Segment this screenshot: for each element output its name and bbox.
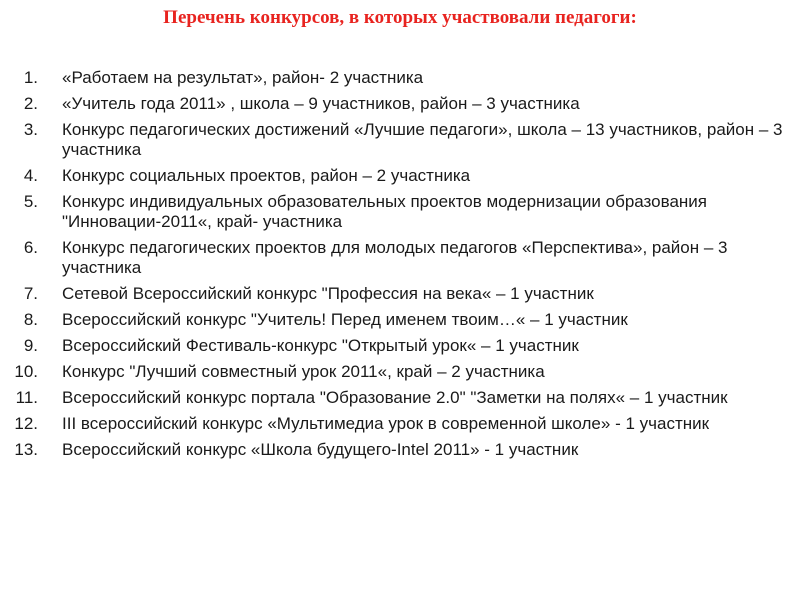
list-item <box>0 166 800 186</box>
list-item-text: Сетевой Всероссийский конкурс "Профессия на века« – 1 участник <box>62 284 594 303</box>
list-item-text: Конкурс индивидуальных образовательных проектов модернизации образования "Инновации-2011«, край- участника <box>62 192 707 231</box>
list-item <box>0 120 800 160</box>
list-item-number: 11. <box>15 388 38 407</box>
list-item <box>0 440 800 460</box>
list-item-text: Всероссийский конкурс портала "Образование 2.0" "Заметки на полях« – 1 участник <box>62 388 728 407</box>
list-item-number: 6. <box>23 238 38 257</box>
list-item-number: 8. <box>23 310 38 329</box>
list-item-text: Конкурс "Лучший совместный урок 2011«, край – 2 участника <box>62 362 545 381</box>
list-item-number: 5. <box>23 192 38 211</box>
list-item-text: Всероссийский Фестиваль-конкурс "Открытый урок« – 1 участник <box>62 336 579 355</box>
list-item-text: Всероссийский конкурс «Школа будущего-Intel 2011» - 1 участник <box>62 440 579 459</box>
list-item <box>0 238 800 278</box>
list-item-number: 7. <box>23 284 38 303</box>
list-item <box>0 192 800 232</box>
page-title: Перечень конкурсов, в которых участвовали педагоги: <box>163 7 637 28</box>
list-item-text: «Учитель года 2011» , школа – 9 участников, район – 3 участника <box>62 94 580 113</box>
list-item-number: 1. <box>23 68 38 87</box>
list-item <box>0 68 800 88</box>
list-item <box>0 362 800 382</box>
list-item <box>0 336 800 356</box>
list-item-text: Конкурс педагогических проектов для молодых педагогов «Перспектива», район – 3 участника <box>62 238 728 277</box>
list-item-number: 3. <box>23 120 38 139</box>
list-item <box>0 284 800 304</box>
list-item <box>0 388 800 408</box>
list-item <box>0 94 800 114</box>
list-item-text: III всероссийский конкурс «Мультимедиа урок в современной школе» - 1 участник <box>62 414 710 433</box>
list-item-number: 4. <box>23 166 38 185</box>
list-item-number: 10. <box>14 362 38 381</box>
list-item <box>0 414 800 434</box>
list-item-number: 12. <box>14 414 38 433</box>
list-item-text: Всероссийский конкурс "Учитель! Перед именем твоим…« – 1 участник <box>62 310 628 329</box>
list-item <box>0 310 800 330</box>
list-item-number: 2. <box>23 94 38 113</box>
list-item-text: «Работаем на результат», район- 2 участника <box>62 68 424 87</box>
list-item-text: Конкурс педагогических достижений «Лучшие педагоги», школа – 13 участников, район – 3 участника <box>62 120 783 159</box>
list-item-number: 9. <box>23 336 38 355</box>
contest-list <box>0 68 800 466</box>
list-item-text: Конкурс социальных проектов, район – 2 участника <box>62 166 471 185</box>
list-item-number: 13. <box>14 440 38 459</box>
